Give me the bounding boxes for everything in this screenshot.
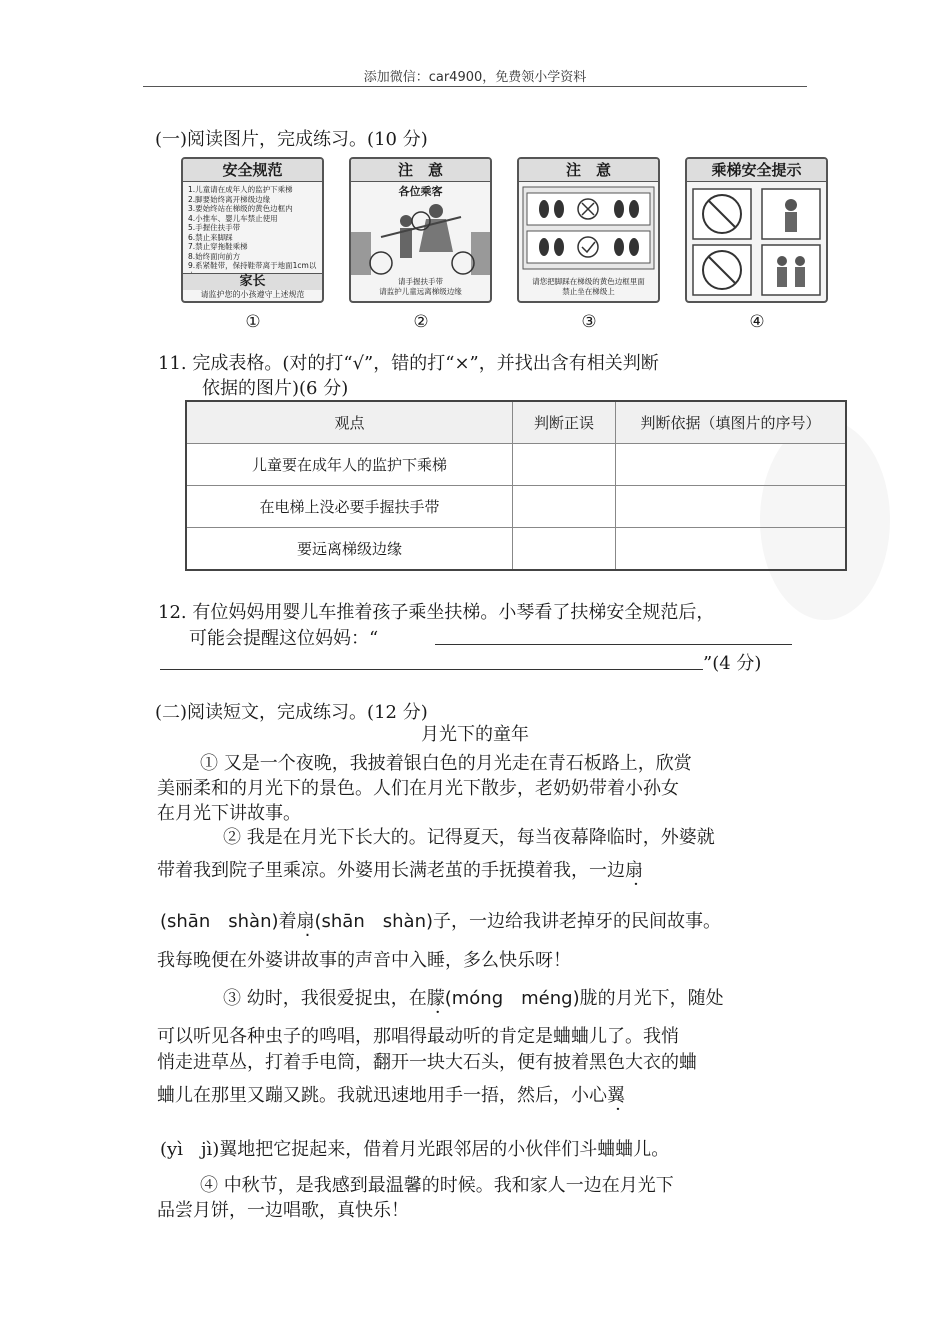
- panel-1-rules: [188, 185, 323, 280]
- panel-2-footer: 请手握扶手带 请监护儿童远离梯级边缘: [379, 277, 462, 296]
- table-row: [186, 444, 846, 486]
- table-row: [186, 528, 846, 571]
- table-header-row: [186, 401, 846, 444]
- section1-heading: (一)阅读图片，完成练习。(10 分): [155, 129, 428, 150]
- rule: 9.系紧鞋带，保持鞋带离于地面1cm以: [188, 261, 317, 270]
- q11-line1: 11. 完成表格。(对的打“√”，错的打“×”，并找出含有相关判断: [158, 353, 659, 374]
- pinyin-options: (shān shàn)着: [160, 911, 297, 932]
- step-footprints-icon: [519, 183, 658, 273]
- panel-1-subtitle: 家长: [183, 273, 322, 290]
- p3-line1-text: ③ 幼时，我很爱捉虫，在: [223, 988, 427, 1009]
- passage-title: 月光下的童年: [421, 724, 529, 745]
- q12-score: ”(4 分): [703, 653, 762, 674]
- header-divider: [143, 86, 807, 87]
- q11-line2: 依据的图片)(6 分): [202, 378, 349, 399]
- table-row: [186, 486, 846, 528]
- panel-3-caption: ③: [581, 312, 597, 332]
- rule: 7.禁止穿拖鞋乘梯: [188, 242, 248, 251]
- panel-2-subtitle: 各位乘客: [398, 185, 443, 198]
- dotted-char: 扇: [296, 911, 315, 932]
- escalator-family-icon: [351, 197, 490, 275]
- judgment-table: [185, 400, 847, 571]
- picture-panel-2: [349, 157, 492, 303]
- p1-line1: ① 又是一个夜晚，我披着银白色的月光走在青石板路上，欣赏: [200, 753, 692, 774]
- answer-basis-cell[interactable]: [616, 444, 847, 486]
- col-viewpoint: 观点: [186, 401, 513, 444]
- p3-line3: 悄走进草丛，打着手电筒，翻开一块大石头，便有披着黑色大衣的蛐: [157, 1052, 697, 1073]
- col-basis: 判断依据（填图片的序号）: [616, 401, 847, 444]
- panel-2-title: 注 意: [351, 159, 490, 182]
- picture-panel-1: [181, 157, 324, 303]
- panel-2-caption: ②: [413, 312, 429, 332]
- col-judgment: 判断正误: [513, 401, 616, 444]
- p2-line1: ② 我是在月光下长大的。记得夏天，每当夜幕降临时，外婆就: [223, 827, 715, 848]
- answer-judgment-cell[interactable]: [513, 444, 616, 486]
- rule: 4.小推车、婴儿车禁止使用: [188, 213, 278, 223]
- p3-line2: 可以听见各种虫子的鸣唱，那唱得最动听的肯定是蛐蛐儿了。我悄: [157, 1026, 679, 1047]
- panel-3-title: 注 意: [519, 159, 658, 182]
- panel-4-caption: ④: [749, 312, 765, 332]
- row-viewpoint: 儿童要在成年人的监护下乘梯: [186, 444, 513, 486]
- p4-line1: ④ 中秋节，是我感到最温馨的时候。我和家人一边在月光下: [200, 1175, 674, 1196]
- answer-blank-line-2[interactable]: [160, 651, 703, 670]
- dotted-char: 翼: [607, 1085, 625, 1106]
- p1-line3: 在月光下讲故事。: [157, 803, 301, 824]
- p2-line2: [157, 856, 643, 882]
- safety-pictograms-icon: [687, 183, 826, 301]
- panel-1-caption: ①: [245, 312, 261, 332]
- section2-heading: (二)阅读短文，完成练习。(12 分): [155, 702, 428, 723]
- panel-1-footer: 请监护您的小孩遵守上述规范: [200, 290, 305, 299]
- p3-line4-text: 蛐儿在那里又蹦又跳。我就迅速地用手一捂，然后，小心: [157, 1085, 607, 1106]
- answer-basis-cell[interactable]: [616, 486, 847, 528]
- p3-line5: (yì jì)翼地把它捉起来，借着月光跟邻居的小伙伴们斗蛐蛐儿。: [160, 1139, 670, 1160]
- picture-panel-4: [685, 157, 828, 303]
- rule: 8.始终面向前方: [188, 251, 241, 261]
- rule: 6.禁止来脚踩: [188, 232, 233, 242]
- panel-3-footer: 请您把脚踩在梯级的黄色边框里面 禁止坐在梯级上: [532, 277, 645, 296]
- panel-4-title: 乘梯安全提示: [687, 159, 826, 182]
- answer-basis-cell[interactable]: [616, 528, 847, 571]
- p2-line4: 我每晚便在外婆讲故事的声音中入睡，多么快乐呀！: [157, 950, 571, 971]
- row-viewpoint: 在电梯上没必要手握扶手带: [186, 486, 513, 528]
- picture-panel-3: [517, 157, 660, 303]
- pinyin-options: (móng méng)胧的月光下，随处: [444, 988, 724, 1009]
- panel-1-title: 安全规范: [183, 159, 322, 182]
- rule: 5.手握住扶手带: [188, 223, 241, 232]
- dotted-char: 朦: [426, 988, 445, 1009]
- q12-line2: 可能会提醒这位妈妈：“: [189, 628, 379, 649]
- answer-judgment-cell[interactable]: [513, 486, 616, 528]
- dotted-char: 扇: [625, 860, 643, 881]
- pinyin-options: (shān shàn)子，一边给我讲老掉牙的民间故事。: [314, 911, 721, 932]
- page-header: 添加微信：car4900，免费领小学资料: [363, 70, 587, 85]
- answer-blank-line[interactable]: [435, 626, 792, 645]
- p4-line2: 品尝月饼，一边唱歌，真快乐！: [157, 1200, 409, 1221]
- answer-judgment-cell[interactable]: [513, 528, 616, 571]
- q12-line1: 12. 有位妈妈用婴儿车推着孩子乘坐扶梯。小琴看了扶梯安全规范后，: [158, 602, 715, 623]
- p3-line1: [223, 984, 724, 1010]
- p2-line3: [160, 907, 721, 933]
- row-viewpoint: 要远离梯级边缘: [186, 528, 513, 571]
- rule: 2.脚要始终离开梯级边缘: [188, 194, 271, 204]
- p3-line4: [157, 1081, 625, 1107]
- rule: 3.要始终站在梯级的黄色边框内: [188, 204, 293, 213]
- p1-line2: 美丽柔和的月光下的景色。人们在月光下散步，老奶奶带着小孙女: [157, 778, 679, 799]
- p2-line2-text: 带着我到院子里乘凉。外婆用长满老茧的手抚摸着我，一边: [157, 860, 625, 881]
- rule: 1.儿童请在成年人的监护下乘梯: [188, 185, 293, 194]
